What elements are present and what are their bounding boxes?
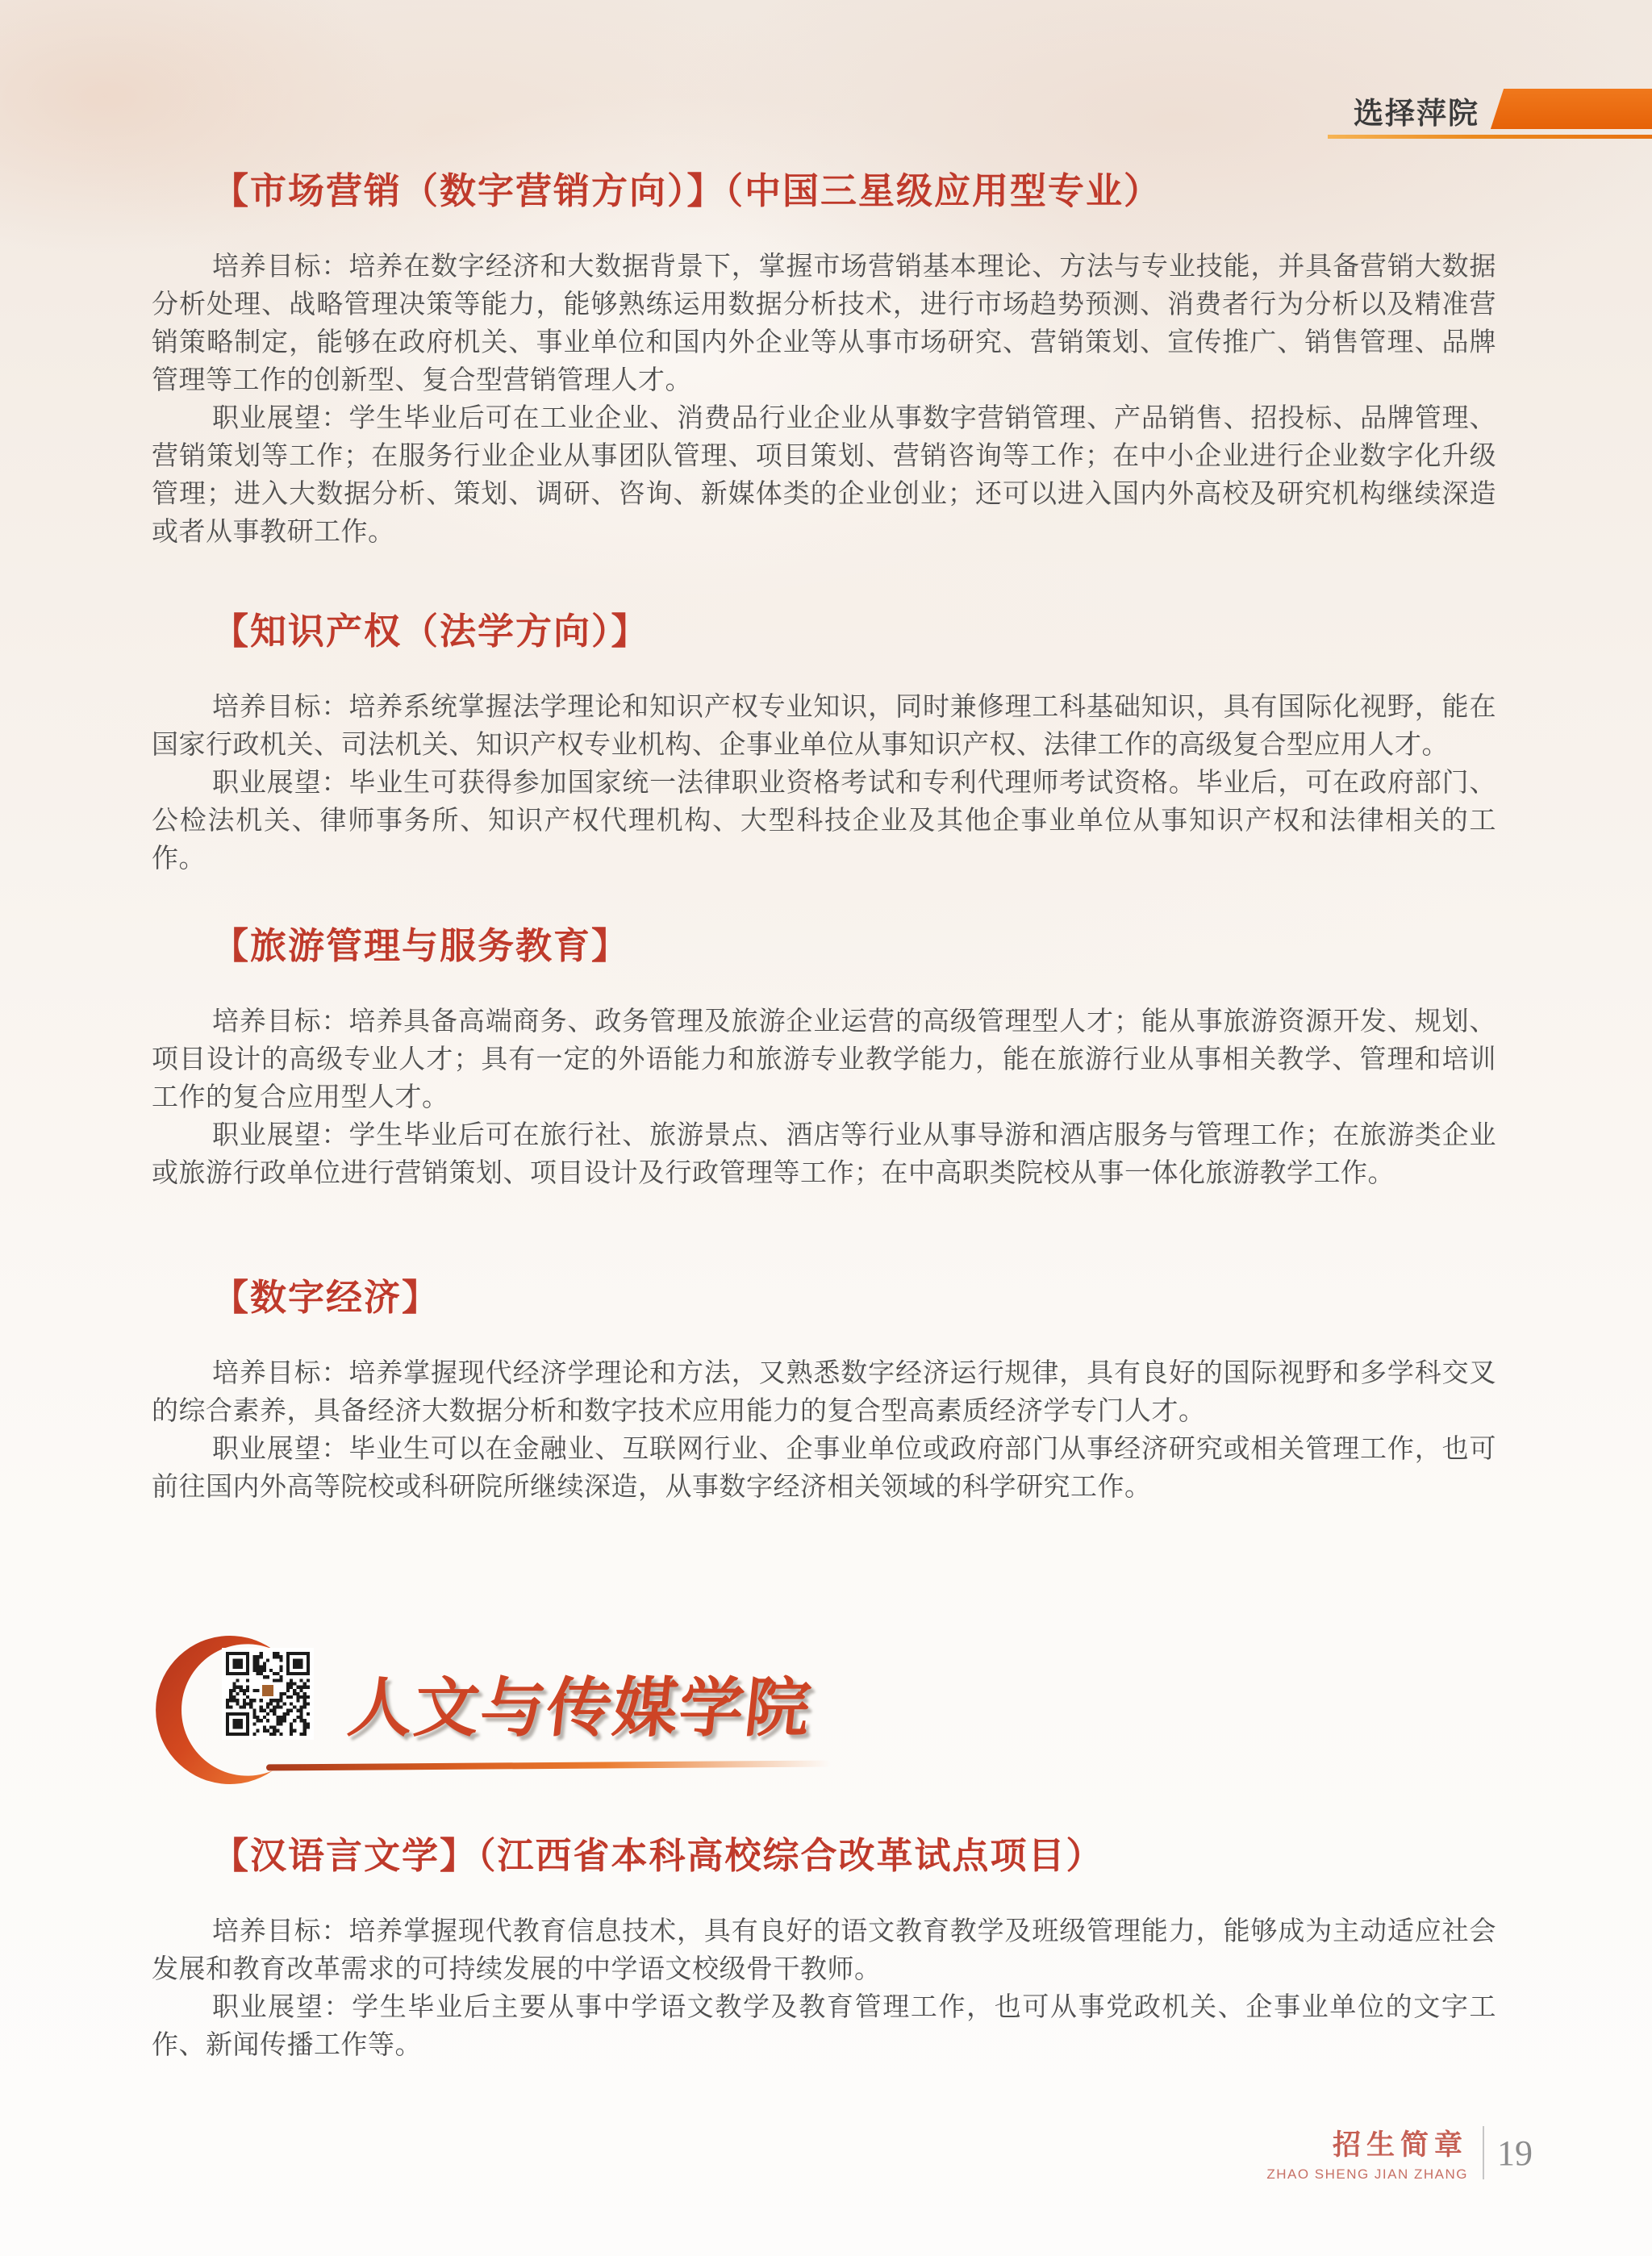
section-chinese-literature	[152, 1836, 1496, 2063]
training-objective-paragraph: 培养目标：培养具备高端商务、政务管理及旅游企业运营的高级管理型人才；能从事旅游资源开发、规划、项目设计的高级专业人才；具有一定的外语能力和旅游专业教学能力，能在旅游行业从事相关教学、管理和培训工作的复合应用型人才。	[152, 1006, 1496, 1111]
section-title: 【数字经济】	[212, 1277, 440, 1318]
qr-code-pattern	[226, 1652, 310, 1736]
page-footer	[1194, 2123, 1533, 2183]
footer-brochure-title	[1266, 2123, 1468, 2183]
training-objective-paragraph: 培养目标：培养系统掌握法学理论和知识产权专业知识，同时兼修理工科基础知识，具有国际化视野，能在国家行政机关、司法机关、知识产权专业机构、企事业单位从事知识产权、法律工作的高级复合型应用人才。	[152, 691, 1496, 759]
section-title: 【知识产权（法学方向）】	[212, 611, 649, 652]
college-banner	[145, 1637, 1113, 1839]
section-title: 【汉语言文学】（江西省本科高校综合改革试点项目）	[212, 1835, 1104, 1876]
footer-title-cn: 招生简章	[1332, 2129, 1468, 2161]
section-marketing	[152, 171, 1496, 550]
career-outlook-paragraph: 职业展望：学生毕业后可在旅行社、旅游景点、酒店等行业从事导游和酒店服务与管理工作；在旅游类企业或旅游行政单位进行营销策划、项目设计及行政管理等工作；在中高职类院校从事一体化旅游教学工作。	[152, 1120, 1496, 1187]
section-intellectual-property	[152, 611, 1496, 877]
banner-underline	[266, 1761, 831, 1771]
section-title: 【市场营销（数字营销方向）】（中国三星级应用型专业）	[212, 170, 1162, 211]
page-number: 19	[1497, 2133, 1533, 2173]
section-title: 【旅游管理与服务教育】	[212, 925, 630, 966]
career-outlook-paragraph: 职业展望：学生毕业后可在工业企业、消费品行业企业从事数字营销管理、产品销售、招投标、品牌管理、营销策划等工作；在服务行业企业从事团队管理、项目策划、营销咨询等工作；在中小企业进行企业数字化升级管理；进入大数据分析、策划、调研、咨询、新媒体类的企业创业；还可以进入国内外高校及研究机构继续深造或者从事教研工作。	[152, 402, 1496, 546]
section-digital-economy	[152, 1278, 1496, 1505]
training-objective-paragraph: 培养目标：培养掌握现代经济学理论和方法，又熟悉数字经济运行规律，具有良好的国际视野和多学科交叉的综合素养，具备经济大数据分析和数字技术应用能力的复合型高素质经济学专门人才。	[152, 1357, 1496, 1425]
footer-divider	[1483, 2126, 1484, 2179]
career-outlook-paragraph: 职业展望：毕业生可以在金融业、互联网行业、企事业单位或政府部门从事经济研究或相关管理工作，也可前往国内外高等院校或科研院所继续深造，从事数字经济相关领域的科学研究工作。	[152, 1433, 1496, 1501]
footer-title-pinyin: ZHAO SHENG JIAN ZHANG	[1266, 2166, 1468, 2182]
header-tab-label: 选择萍院	[1354, 97, 1479, 130]
qr-code	[222, 1648, 314, 1740]
training-objective-paragraph: 培养目标：培养掌握现代教育信息技术，具有良好的语文教育教学及班级管理能力，能够成为主动适应社会发展和教育改革需求的可持续发展的中学语文校级骨干教师。	[152, 1916, 1496, 1983]
header-underline	[1328, 135, 1652, 139]
header-accent-parallelogram	[1491, 89, 1652, 129]
section-tourism-management	[152, 926, 1496, 1191]
training-objective-paragraph: 培养目标：培养在数字经济和大数据背景下，掌握市场营销基本理论、方法与专业技能，并具备营销大数据分析处理、战略管理决策等能力，能够熟练运用数据分析技术，进行市场趋势预测、消费者行为分析以及精准营销策略制定，能够在政府机关、事业单位和国内外企业等从事市场研究、营销策划、宣传推广、销售管理、品牌管理等工作的创新型、复合型营销管理人才。	[152, 251, 1496, 394]
college-name: 人文与传媒学院	[344, 1672, 816, 1744]
career-outlook-paragraph: 职业展望：学生毕业后主要从事中学语文教学及教育管理工作，也可从事党政机关、企事业单位的文字工作、新闻传播工作等。	[152, 1991, 1496, 2059]
career-outlook-paragraph: 职业展望：毕业生可获得参加国家统一法律职业资格考试和专利代理师考试资格。毕业后，可在政府部门、公检法机关、律师事务所、知识产权代理机构、大型科技企业及其他企事业单位从事知识产权和法律相关的工作。	[152, 767, 1496, 873]
